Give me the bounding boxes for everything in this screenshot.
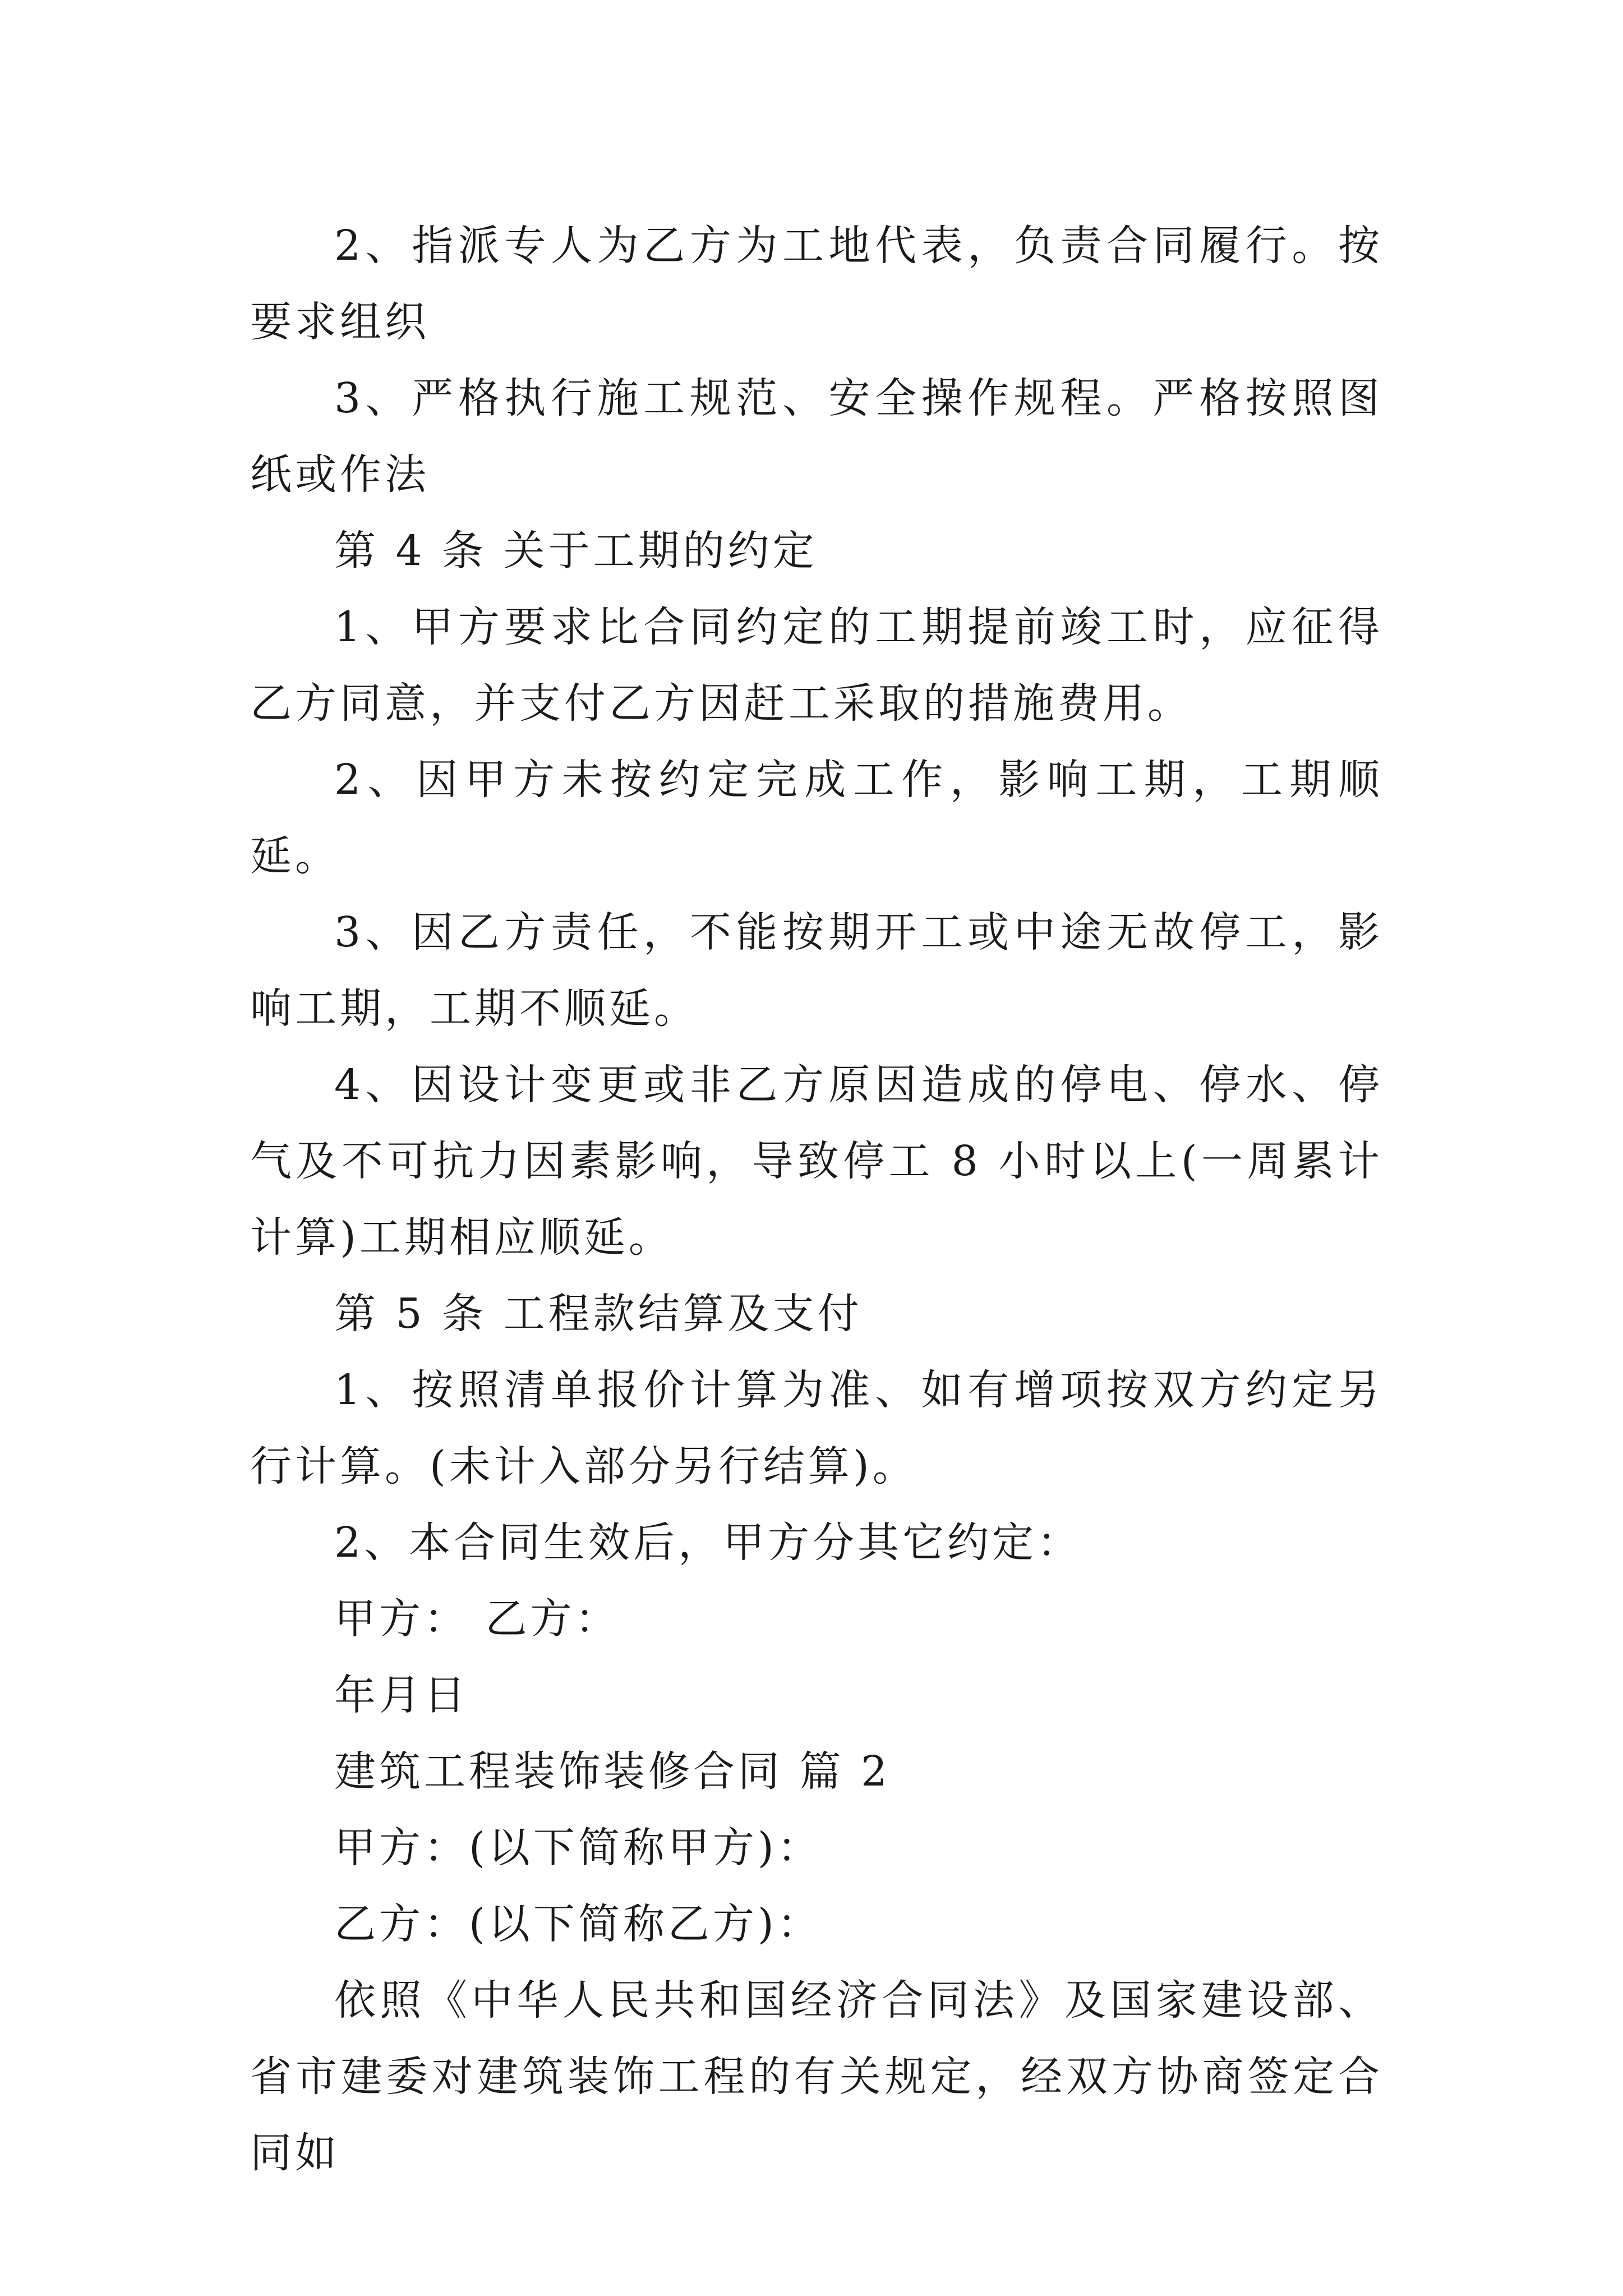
document-body (250, 208, 1383, 2191)
preamble-paragraph: 依照《中华人民共和国经济合同法》及国家建设部、省市建委对建筑装饰工程的有关规定，经双方协商签定合同如 (250, 1976, 1383, 2177)
party-a-line: 甲方：(以下简称甲方)： (334, 1824, 822, 1872)
paragraph-article-4-3: 3、因乙方责任，不能按期开工或中途无故停工，影响工期，工期不顺延。 (250, 908, 1383, 1033)
article-5-heading: 第 5 条 工程款结算及支付 (334, 1290, 863, 1338)
date-line: 年月日 (334, 1671, 469, 1719)
paragraph-clause-2-2: 2、指派专人为乙方为工地代表，负责合同履行。按要求组织 (250, 222, 1383, 346)
paragraph-article-4-2: 2、因甲方未按约定完成工作，影响工期，工期顺延。 (250, 756, 1383, 880)
paragraph-article-4-4: 4、因设计变更或非乙方原因造成的停电、停水、停气及不可抗力因素影响，导致停工 8 小时以上(一周累计计算)工期相应顺延。 (250, 1061, 1383, 1262)
paragraph-article-4-1: 1、甲方要求比合同约定的工期提前竣工时，应征得乙方同意，并支付乙方因赶工采取的措施费用。 (250, 603, 1383, 728)
paragraph-article-5-2: 2、本合同生效后，甲方分其它约定： (334, 1519, 1082, 1567)
contract-section-heading: 建筑工程装饰装修合同 篇 2 (334, 1747, 891, 1796)
signature-parties-line: 甲方： 乙方： (334, 1595, 620, 1643)
paragraph-article-5-1: 1、按照清单报价计算为准、如有增项按双方约定另行计算。(未计入部分另行结算)。 (250, 1366, 1383, 1490)
article-4-heading: 第 4 条 关于工期的约定 (334, 527, 818, 575)
party-b-line: 乙方：(以下简称乙方)： (334, 1900, 822, 1948)
paragraph-clause-2-3: 3、严格执行施工规范、安全操作规程。严格按照图纸或作法 (250, 374, 1383, 499)
